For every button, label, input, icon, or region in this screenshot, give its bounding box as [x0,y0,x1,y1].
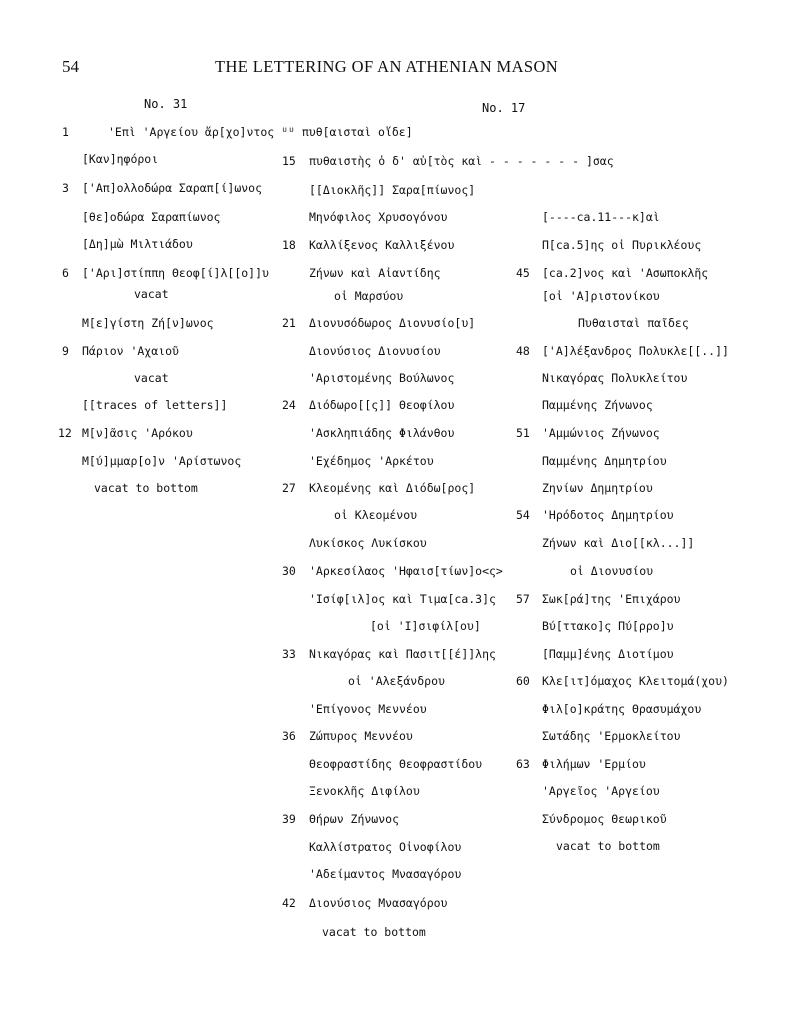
line-number: 36 [282,729,296,743]
text-line: Κλε[ιτ]όμαχος Κλειτομά(χου) [542,674,729,688]
vacat-note: vacat [134,371,169,385]
text-line: [[traces of letters]] [82,398,228,412]
text-line: [[Διοκλῆς]] Σαρα[πίωνος] [309,183,476,197]
heading-no-31: No. 31 [144,97,188,111]
text-line: Ζηνίων Δημητρίου [542,481,653,495]
line-number: 54 [516,508,530,522]
text-line: Παμμένης Ζήνωνος [542,398,653,412]
text-line: Πυθαισταὶ παῖδες [578,316,689,330]
text-line: Καλλίστρατος Οἰνοφίλου [309,840,462,854]
text-line: Σωκ[ρά]της 'Επιχάρου [542,592,681,606]
text-line: πυθαιστὴς ὁ δ' αὐ[τὸς καὶ - - - - - - - ]σας [309,154,614,168]
heading-no-17: No. 17 [482,101,526,115]
text-line: Μηνόφιλος Χρυσογόνου [309,210,448,224]
text-line: [Παμμ]ένης Διοτίμου [542,647,674,661]
line-number: 45 [516,266,530,280]
text-line: 'Αργεῖος 'Αργείου [542,784,660,798]
text-line: ['Απ]ολλοδώρα Σαραπ[ί]ωνος [82,181,263,195]
text-line: Καλλίξενος Καλλιξένου [309,238,455,252]
line-number: 57 [516,592,530,606]
text-line: Ζώπυρος Μεννέου [309,729,413,743]
text-line: 'Εχέδημος 'Αρκέτου [309,454,434,468]
vacat-note: vacat to bottom [94,481,198,495]
text-line: Νικαγόρας καὶ Πασιτ[[έ]]λης [309,647,496,661]
text-line: Διονυσόδωρος Διονυσίο[υ] [309,316,476,330]
line-number: 6 [62,266,69,280]
text-line: 'Αμμώνιος Ζήνωνος [542,426,660,440]
text-line: 'Αρκεσίλαος 'Ηφαισ[τίων]ο<ς> [309,564,503,578]
text-line: Θεοφραστίδης Θεοφραστίδου [309,757,483,771]
text-line: οἱ Μαρσύου [334,289,404,303]
text-line: Φιλ[ο]κράτης Θρασυμάχου [542,702,702,716]
line-number: 51 [516,426,530,440]
line-number: 30 [282,564,296,578]
text-line: [οἱ 'Ι]σιφίλ[ου] [370,619,481,633]
text-line: 'Αδείμαντος Μνασαγόρου [309,867,462,881]
text-line: Σύνδρομος Θεωρικοῦ [542,812,667,826]
line-number: 21 [282,316,296,330]
line-number: 12 [58,426,72,440]
text-line: Μ[ν]ᾶσις 'Αρόκου [82,426,193,440]
text-line: Διόδωρο[[ς]] Θεοφίλου [309,398,455,412]
vacat-note: vacat to bottom [556,839,660,853]
text-line: Παμμένης Δημητρίου [542,454,667,468]
text-line: Σωτάδης 'Ερμοκλείτου [542,729,681,743]
vacat-note: vacat [134,287,169,301]
line-number: 63 [516,757,530,771]
text-line: Πάριον 'Αχαιοῦ [82,344,179,358]
text-line: Ζήνων καὶ Διο[[κλ...]] [542,536,695,550]
vacat-note: vacat to bottom [322,925,426,939]
text-line: [ca.2]νος καὶ 'Ασωποκλῆς [542,266,709,280]
text-line: [θε]οδώρα Σαραπίωνος [82,210,221,224]
text-line: οἱ Κλεομένου [334,508,418,522]
line-number: 33 [282,647,296,661]
text-line: Κλεομένης καὶ Διόδω[ρος] [309,481,476,495]
line-number: 3 [62,181,69,195]
text-line: οἱ 'Αλεξάνδρου [348,674,445,688]
text-line: Βύ[ττακο]ς Πύ[ρρο]υ [542,619,674,633]
text-line: 'Επίγονος Μεννέου [309,702,427,716]
line-number: 1 [62,125,69,139]
text-line: [Δη]μὼ Μιλτιάδου [82,237,193,251]
line-number: 48 [516,344,530,358]
text-line: Διονύσιος Διονυσίου [309,344,441,358]
text-line: 'Ασκληπιάδης Φιλάνθου [309,426,455,440]
text-line: Μ[ύ]μμαρ[ο]ν 'Αρίστωνος [82,454,242,468]
line-number: 18 [282,238,296,252]
line-number: 24 [282,398,296,412]
line-number: 42 [282,896,296,910]
text-line: Νικαγόρας Πολυκλείτου [542,371,688,385]
line-number: 9 [62,344,69,358]
text-line: ['Α]λέξανδρος Πολυκλε[[..]] [542,344,729,358]
line-number: 39 [282,812,296,826]
page-number: 54 [62,57,79,76]
line-number: 27 [282,481,296,495]
text-line: [Καν]ηφόροι [82,152,159,166]
text-line: Λυκίσκος Λυκίσκου [309,536,427,550]
text-line: οἱ Διονυσίου [570,564,654,578]
text-line: Π[ca.5]ης οἱ Πυρικλέους [542,238,702,252]
text-line: 'Ηρόδοτος Δημητρίου [542,508,674,522]
line-number: 60 [516,674,530,688]
text-line: Ξενοκλῆς Διφίλου [309,784,420,798]
text-line: [οἱ 'Α]ριστονίκου [542,289,660,303]
text-line: [----ca.11---κ]αὶ [542,210,660,224]
text-line: Διονύσιος Μνασαγόρου [309,896,448,910]
running-head: THE LETTERING OF AN ATHENIAN MASON [215,57,559,76]
text-line: 'Αριστομένης Βούλωνος [309,371,455,385]
line-number: 15 [282,154,296,168]
text-line: Μ[ε]γίστη Ζή[ν]ωνος [82,316,214,330]
text-line: ['Αρι]στίππη Θεοφ[ί]λ[[ο]]υ [82,266,269,280]
text-line: Φιλήμων 'Ερμίου [542,757,646,771]
text-line: Ζήνων καὶ Αἰαντίδης [309,266,441,280]
text-line: Θήρων Ζήνωνος [309,812,400,826]
text-line: 'Επὶ 'Αργείου ἄρ[χο]ντος ᵁᵁ πυθ[αισταὶ οἵδε] [108,125,413,139]
text-line: 'Ισίφ[ιλ]ος καὶ Τιμα[ca.3]ς [309,592,496,606]
